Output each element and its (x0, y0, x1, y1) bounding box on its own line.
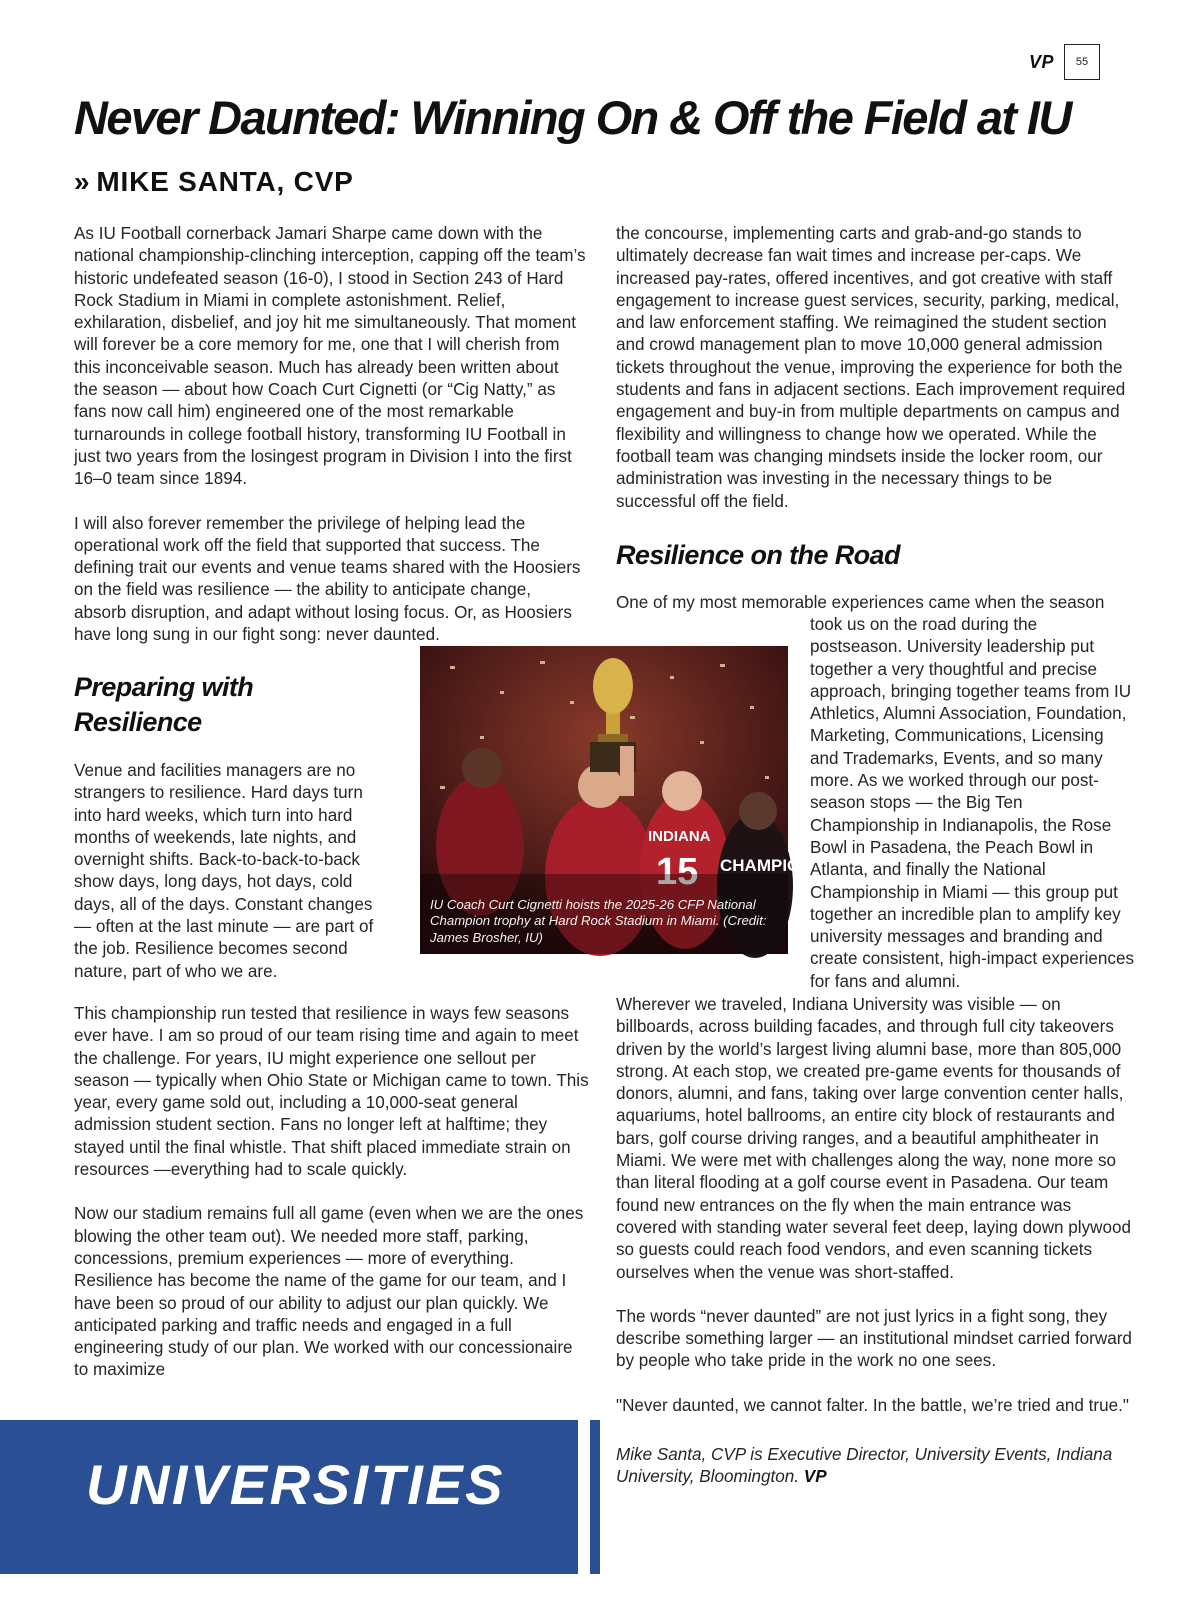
article-title: Never Daunted: Winning On & Off the Field at IU (74, 91, 1071, 144)
road-wrap (810, 614, 1134, 993)
road-lead (616, 592, 1136, 614)
byline (74, 166, 354, 198)
section-banner (0, 1420, 578, 1574)
section-heading-road: Resilience on the Road (616, 540, 900, 570)
raised-arm (620, 746, 634, 796)
author-name: MIKE SANTA, CVP (96, 166, 354, 197)
banner-stripe (590, 1420, 600, 1574)
left-intro (74, 223, 586, 646)
paragraph: Wherever we traveled, Indiana University was visible — on billboards, across building facades, and through full city takeovers driven by the world’s largest living alumni base, more than 805,000 strong. At each stop, we created pre-game events for thousands of donors, alumni, and fans, taking over large convention center halls, aquariums, hotel ballrooms, an entire city block of restaurants and bars, golf course driving ranges, and a beautiful amphitheater in Miami. We were met with challenges along the way, none more so than literal flooding at a golf course event in Pasadena. Our team found new entrances on the fly when the main entrance was covered with standing water several feet deep, laying down plywood so guests could reach food vendors, and even scanning tickets ourselves when the venue was short-staffed. (616, 995, 1132, 1282)
right-paragraphs (616, 994, 1136, 1417)
paragraph: One of my most memorable experiences came when the season (616, 593, 1105, 612)
banner-label: UNIVERSITIES (86, 1453, 505, 1516)
left-section-1 (74, 760, 390, 983)
bio-text: Mike Santa, CVP is Executive Director, University Events, Indiana University, Bloomington. (616, 1445, 1113, 1487)
jersey-number: 15 (656, 851, 699, 893)
paragraph: took us on the road during the postseason. University leadership put together a very thoughtful and precise approach, bringing together teams from IU Athletics, Alumni Association, Foundation, Marketing, Communications, Licensing and Trademarks, Events, and so many more. As we worked through our post-season stops — the Big Ten Championship in Indianapolis, the Rose Bowl in Pasadena, the Peach Bowl in Atlanta, and finally the National Championship in Miami — this group put together an incredible plan to amplify key university messages and branding and create consistent, high-impact experiences for fans and alumni. (810, 615, 1134, 991)
champion-shirt-text: CHAMPION (720, 856, 813, 875)
page-number: 55 (1064, 44, 1100, 80)
paragraph: This championship run tested that resilience in ways few seasons ever have. I am so proud of our team rising time and again to meet the challenge. For years, IU might experience one sellout per season — typically when Ohio State or Michigan came to town. This year, every game sold out, including a 10,000-seat general admission student section. Fans no longer left at halftime; they stayed until the final whistle. That shift placed immediate strain on resources —everything had to scale quickly. (74, 1004, 589, 1180)
paragraph: I will also forever remember the privilege of helping lead the operational work off the field that supported that success. The defining trait our events and venue teams shared with the Hoosiers on the field was resilience — the ability to anticipate change, absorb disruption, and adapt without losing focus. Or, as Hoosiers have long sung in our fight song: never daunted. (74, 513, 581, 645)
championship-photo (420, 646, 813, 954)
right-continued (616, 223, 1136, 513)
left-section-2 (74, 1003, 590, 1382)
author-bio (616, 1444, 1136, 1489)
vp-end-mark: VP (803, 1467, 827, 1487)
section-heading-preparing: Preparing with Resilience (74, 672, 254, 737)
fight-song-quote: "Never daunted, we cannot falter. In the battle, we’re tried and true." (616, 1395, 1129, 1415)
chevron-right-icon: » (74, 166, 91, 197)
photo-caption: IU Coach Curt Cignetti hoists the 2025-26 CFP National Champion trophy at Hard Rock Stadium in Miami. (Credit: James Brosher, IU) (430, 896, 767, 945)
paragraph: the concourse, implementing carts and grab-and-go stands to ultimately decrease fan wait times and increase per-caps. We increased pay-rates, offered incentives, and got creative with staff engagement to increase guest services, security, parking, medical, and law enforcement staffing. We reimagined the student section and crowd management plan to move 10,000 general admission tickets throughout the venue, improving the experience for both the students and fans in adjacent sections. Each improvement required engagement and buy-in from multiple departments on campus and flexibility and willingness to change how we operated. While the football team was changing mindsets inside the locker room, our administration was investing in the necessary things to be successful off the field. (616, 224, 1126, 511)
folio (1029, 44, 1100, 80)
paragraph: Venue and facilities managers are no strangers to resilience. Hard days turn into hard weeks, which turn into hard months of weekends, late nights, and overnight shifts. Back-to-back-to-back show days, long days, hot days, cold days, all of the days. Constant changes — often at the last minute — are part of the job. Resilience becomes second nature, part of who we are. (74, 761, 374, 981)
paragraph: As IU Football cornerback Jamari Sharpe came down with the national championship-clinching interception, capping off the team’s historic undefeated season (16-0), I stood in Section 243 of Hard Rock Stadium in Miami in complete astonishment. Relief, exhilaration, disbelief, and joy hit me simultaneously. That moment will forever be a core memory for me, one that I will cherish from this inconceivable season. Much has already been written about the season — about how Coach Curt Cignetti (or “Cig Natty,” as fans now call him) engineered one of the most remarkable turnarounds in college football history, transforming IU Football in just two years from the losingest program in Division I into the first 16–0 team since 1894. (74, 224, 586, 489)
paragraph: Now our stadium remains full all game (even when we are the ones blowing the other team out). We needed more staff, parking, concessions, premium experiences — more of everything. Resilience has become the name of the game for our team, and I have been so proud of our ability to adjust our plan quickly. We anticipated parking and traffic needs and engaged in a full engineering study of our plan. We worked with our concessionaire to maximize (74, 1204, 584, 1380)
vp-logo: VP (1028, 51, 1054, 72)
paragraph: The words “never daunted” are not just lyrics in a fight song, they describe something larger — an institutional mindset carried forward by people who take pride in the work no one sees. (616, 1306, 1132, 1371)
jersey-indiana: INDIANA (648, 828, 711, 845)
